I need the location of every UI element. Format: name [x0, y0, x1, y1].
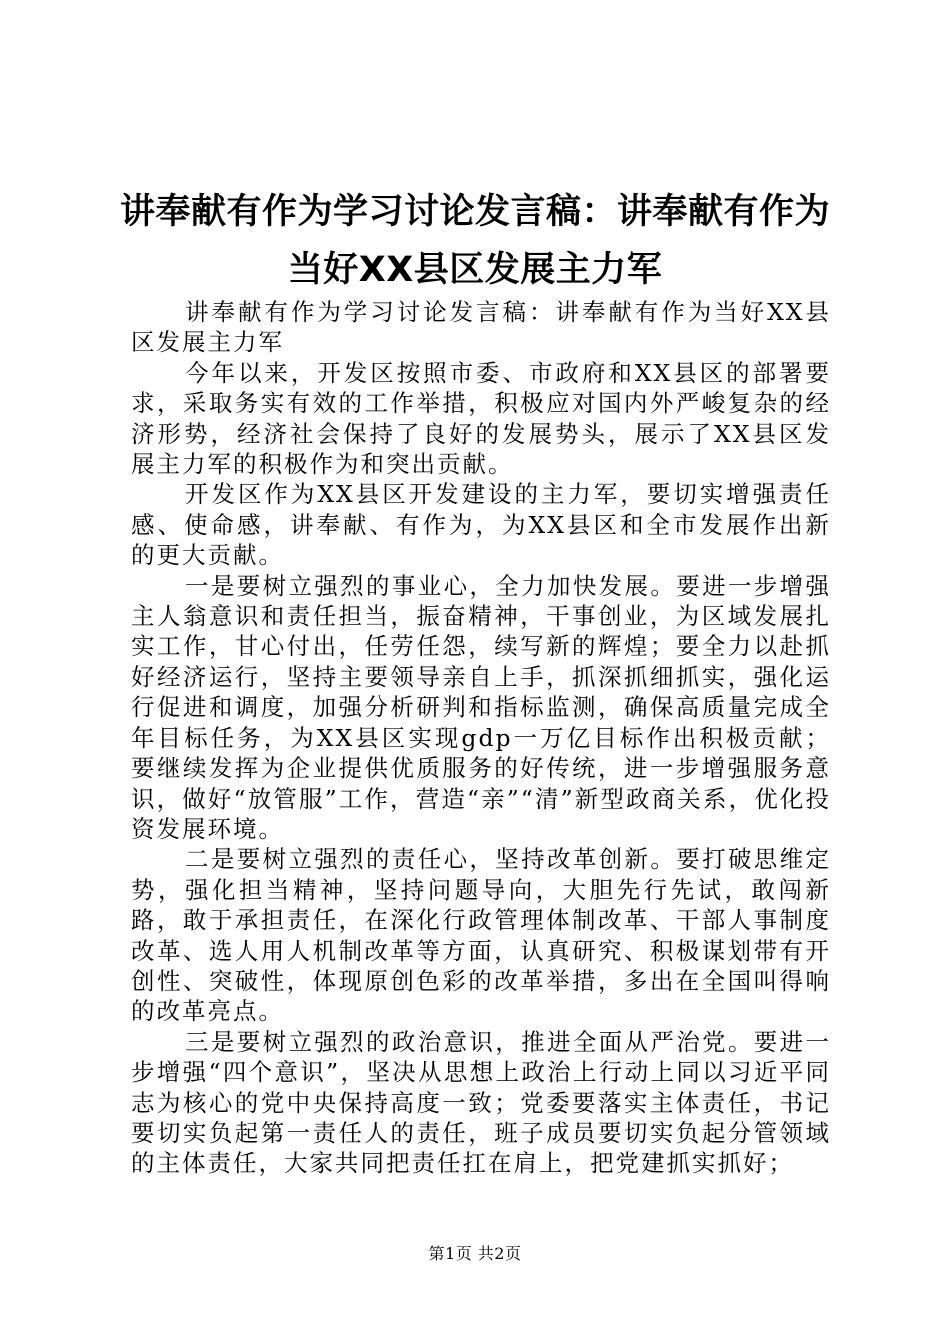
paragraph-point-two: 二是要树立强烈的责任心，坚持改革创新。要打破思维定势，强化担当精神，坚持问题导向，大胆先行先试，敢闯新路，敢于承担责任，在深化行政管理体制改革、干部人事制度改革、选人用人机制改革等方面，认真研究、积极谋划带有开创性、突破性，体现原创色彩的改革举措，多出在全国叫得响的改革亮点。	[131, 845, 831, 1026]
paragraph-subtitle: 讲奉献有作为学习讨论发言稿：讲奉献有作为当好XX县区发展主力军	[131, 298, 831, 357]
page-number-footer: 第1页 共2页	[428, 1244, 522, 1263]
paragraph-point-three: 三是要树立强烈的政治意识，推进全面从严治党。要进一步增强“四个意识”，坚决从思想上政治上行动上同以习近平同志为核心的党中央保持高度一致；党委要落实主体责任，书记要切实负起第一责任人的责任，班子成员要切实负起分管领域的主体责任，大家共同把责任扛在肩上，把党建抓实抓好；	[131, 1027, 831, 1178]
paragraph-intro: 今年以来，开发区按照市委、市政府和XX县区的部署要求，采取务实有效的工作举措，积极应对国内外严峻复杂的经济形势，经济社会保持了良好的发展势头，展示了XX县区发展主力军的积极作为和突出贡献。	[131, 358, 831, 479]
document-body	[131, 297, 831, 1179]
document-title-line-1: 讲奉献有作为学习讨论发言稿：讲奉献有作为	[119, 192, 830, 232]
paragraph-point-one: 一是要树立强烈的事业心，全力加快发展。要进一步增强主人翁意识和责任担当，振奋精神，干事创业，为区域发展扎实工作，甘心付出，任劳任怨，续写新的辉煌；要全力以赴抓好经济运行，坚持主要领导亲自上手，抓深抓细抓实，强化运行促进和调度，加强分析研判和指标监测，确保高质量完成全年目标任务，为XX县区实现gdp一万亿目标作出积极贡献；要继续发挥为企业提供优质服务的好传统，进一步增强服务意识，做好“放管服”工作，营造“亲”“清”新型政商关系，优化投资发展环境。	[131, 571, 831, 843]
document-title-line-2: 当好XX县区发展主力军	[287, 250, 663, 290]
document-title	[100, 183, 850, 299]
paragraph-role: 开发区作为XX县区开发建设的主力军，要切实增强责任感、使命感，讲奉献、有作为，为XX县区和全市发展作出新的更大贡献。	[131, 480, 831, 570]
